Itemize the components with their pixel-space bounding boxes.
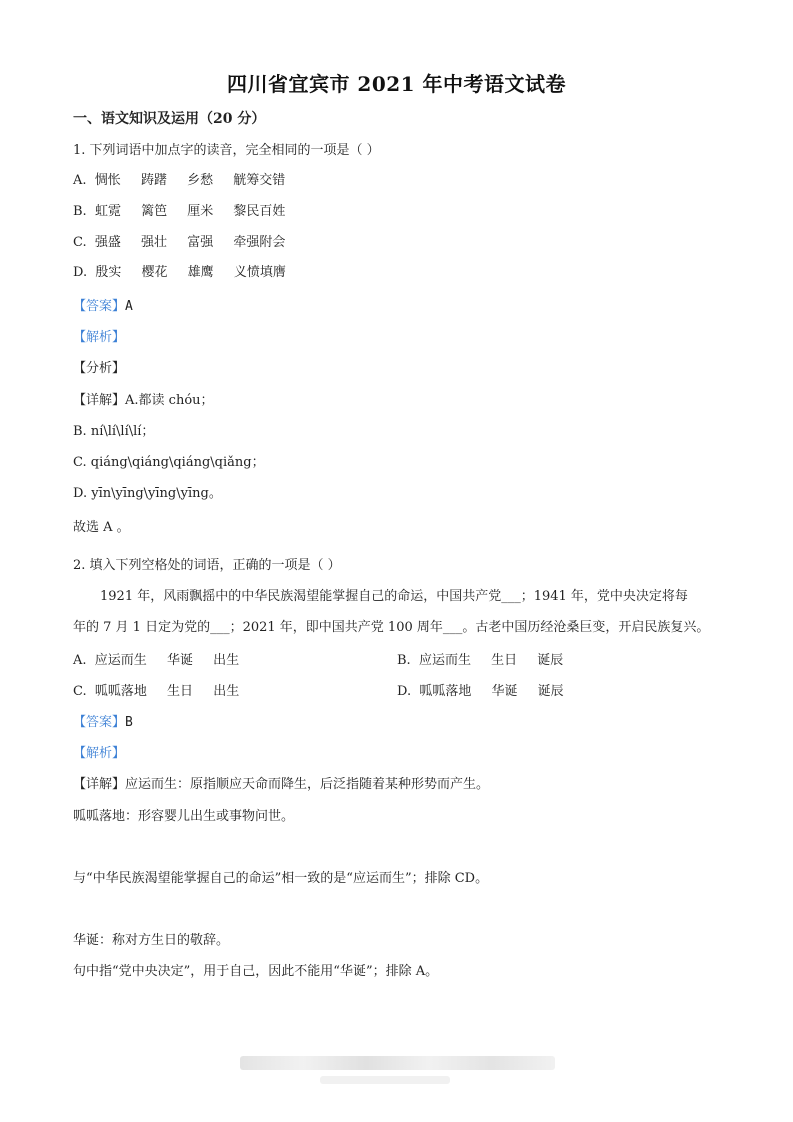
q1-option-c: C. 强盛 强壮 富强 牵强附会 xyxy=(73,235,286,250)
q2-detail-2: 呱呱落地：形容婴儿出生或事物问世。 xyxy=(73,809,295,824)
q1-fenxi-tag: 【分析】 xyxy=(73,361,126,376)
q2-detail-1: 【详解】应运而生：原指顺应天命而降生，后泛指随着某种形势而产生。 xyxy=(73,777,490,792)
section-heading: 一、语文知识及运用（20 分） xyxy=(73,111,266,127)
q1-option-b: B. 虹霓 篱笆 厘米 黎民百姓 xyxy=(73,204,286,219)
q1-option-d: D. 殷实 樱花 雄鹰 义愤填膺 xyxy=(73,265,286,280)
q1-detail-1: 【详解】A.都读 chóu； xyxy=(73,393,214,408)
q2-option-b: B. 应运而生 生日 诞辰 xyxy=(397,653,564,668)
question-1-stem: 1. 下列词语中加点字的读音，完全相同的一项是（ ） xyxy=(73,143,380,158)
q1-option-a: A. 惆怅 踌躇 乡愁 觥筹交错 xyxy=(73,173,286,188)
q2-option-a: A. 应运而生 华诞 出生 xyxy=(73,653,240,668)
page-title: 四川省宜宾市 2021 年中考语文试卷 xyxy=(226,72,567,96)
q2-passage-line-2: 年的 7 月 1 日定为党的___；2021 年，即中国共产党 100 周年___。古老中国历经沧桑巨变，开启民族复兴。 xyxy=(73,620,710,635)
q1-conclusion: 故选 A 。 xyxy=(73,520,130,535)
q2-detail-4: 华诞：称对方生日的敬辞。 xyxy=(73,933,230,948)
footer-watermark-blur xyxy=(240,1056,555,1070)
q2-analysis-tag: 【解析】 xyxy=(73,746,126,761)
q1-analysis-tag: 【解析】 xyxy=(73,330,126,345)
q2-answer: 【答案】B xyxy=(73,715,133,730)
q1-detail-3: C. qiáng\qiáng\qiáng\qiǎng； xyxy=(73,455,265,470)
q1-answer: 【答案】A xyxy=(73,299,133,314)
footer-watermark-blur-2 xyxy=(320,1076,450,1084)
q2-option-d: D. 呱呱落地 华诞 诞辰 xyxy=(397,684,564,699)
q1-detail-4: D. yīn\yīng\yīng\yīng。 xyxy=(73,486,222,501)
q2-passage-line-1: 1921 年，风雨飘摇中的中华民族渴望能掌握自己的命运，中国共产党___；1941 年，党中央决定将每 xyxy=(100,589,688,604)
q2-detail-5: 句中指“党中央决定”，用于自己，因此不能用“华诞”；排除 A。 xyxy=(73,964,439,979)
q2-detail-3: 与“中华民族渴望能掌握自己的命运”相一致的是“应运而生”；排除 CD。 xyxy=(73,871,489,886)
question-2-stem: 2. 填入下列空格处的词语，正确的一项是（ ） xyxy=(73,558,341,573)
q1-detail-2: B. ní\lí\lí\lí； xyxy=(73,424,155,439)
q2-option-c: C. 呱呱落地 生日 出生 xyxy=(73,684,240,699)
